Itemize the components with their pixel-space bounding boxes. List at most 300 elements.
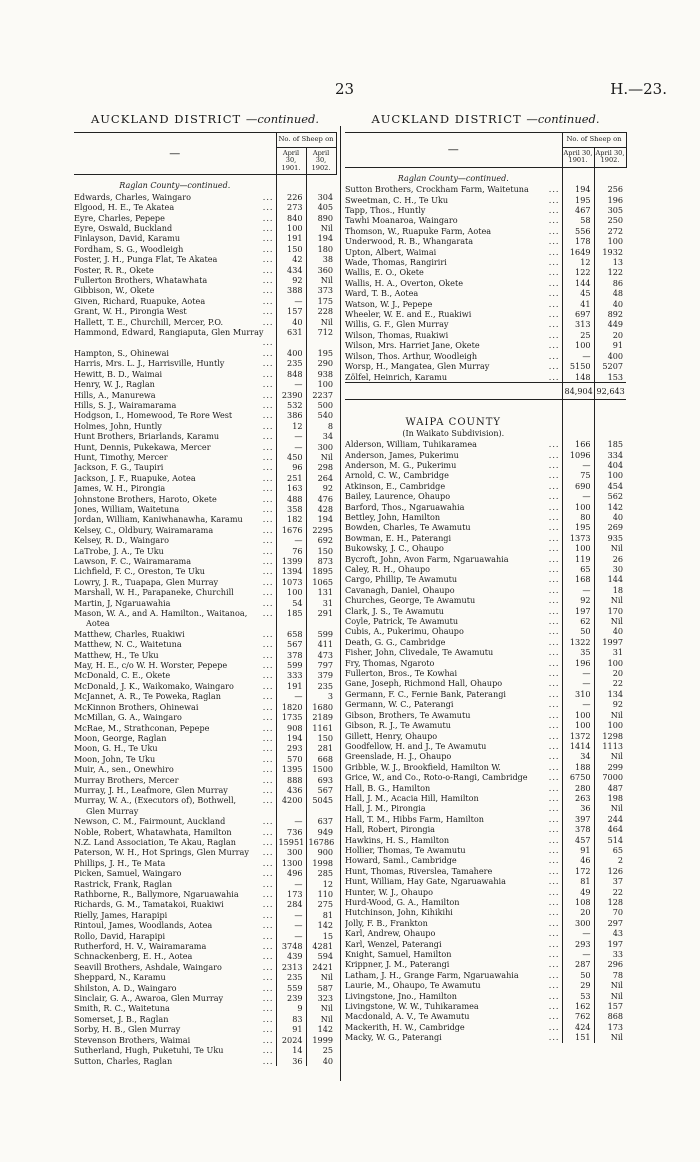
owner-name: Jones, William, Waitetuna ... bbox=[74, 503, 274, 514]
table-row bbox=[74, 421, 336, 431]
owner-name: Bycroft, John, Avon Farm, Ngaruawahia ... bbox=[345, 553, 560, 564]
sheep-1902: 935 bbox=[594, 533, 626, 543]
owner-name: Sutherland, Hugh, Puketuhi, Te Uku ... bbox=[74, 1045, 274, 1056]
sheep-1902: 20 bbox=[594, 668, 626, 678]
sheep-1901: 92 bbox=[276, 275, 306, 285]
table-row bbox=[74, 483, 336, 493]
owner-name: Hammond, Edward, Rangiaputa, Glen Murray ... bbox=[74, 327, 274, 348]
sheep-1902: 170 bbox=[594, 606, 626, 616]
column-divider bbox=[340, 126, 341, 1081]
table-row bbox=[345, 215, 626, 225]
owner-name: Schnackenberg, E. H., Aotea ... bbox=[74, 951, 274, 962]
sheep-1901: — bbox=[562, 668, 594, 678]
sheep-1901: 488 bbox=[276, 494, 306, 504]
table-row bbox=[345, 439, 626, 449]
sheep-1901: 235 bbox=[276, 358, 306, 368]
owner-name: Bowden, Charles, Te Awamutu ... bbox=[345, 522, 560, 533]
sheep-1902: 153 bbox=[594, 372, 626, 383]
owner-name: Laurie, M., Ohaupo, Te Awamutu ... bbox=[345, 980, 560, 991]
owner-name: Noble, Robert, Whatawhata, Hamilton ... bbox=[74, 826, 274, 837]
table-row bbox=[74, 379, 336, 389]
sheep-1901: 1735 bbox=[276, 712, 306, 722]
table-row bbox=[345, 481, 626, 491]
sheep-1902: 70 bbox=[594, 907, 626, 917]
sheep-1901: 144 bbox=[562, 278, 594, 288]
sheep-1901: 41 bbox=[562, 299, 594, 309]
sheep-1902: 892 bbox=[594, 309, 626, 319]
owner-name: Karl, Wenzel, Paterangi ... bbox=[345, 938, 560, 949]
sheep-1901: 196 bbox=[562, 658, 594, 668]
sheep-1901: 496 bbox=[276, 868, 306, 878]
table-row bbox=[74, 931, 336, 941]
sheep-1902: Nil bbox=[306, 275, 336, 285]
table-row bbox=[345, 512, 626, 522]
table-row bbox=[74, 629, 336, 639]
sheep-1902: 15 bbox=[306, 931, 336, 941]
owner-name: Hutchinson, John, Kihikihi ... bbox=[345, 907, 560, 918]
sheep-1901: 273 bbox=[276, 202, 306, 212]
table-row bbox=[345, 450, 626, 460]
sheep-1901: 185 bbox=[276, 608, 306, 618]
sheep-1902: 464 bbox=[594, 824, 626, 834]
owner-name: Smith, R. C., Waitetuna ... bbox=[74, 1003, 274, 1014]
table-row bbox=[74, 1024, 336, 1034]
owner-name: Foster, R. R., Okete ... bbox=[74, 264, 274, 275]
table-row bbox=[345, 887, 626, 897]
left-header-1902: April 30, 1902. bbox=[306, 147, 336, 175]
table-row bbox=[74, 889, 336, 899]
table-row bbox=[345, 564, 626, 574]
sheep-1902: Nil bbox=[594, 616, 626, 626]
table-row bbox=[74, 348, 336, 358]
owner-name: Alderson, William, Tuhikaramea ... bbox=[345, 439, 560, 450]
sheep-1901: 49 bbox=[562, 887, 594, 897]
table-row bbox=[345, 824, 626, 834]
table-row bbox=[74, 327, 336, 348]
owner-name: Hunt, Thomas, Riverslea, Tamahere ... bbox=[345, 865, 560, 876]
table-row bbox=[74, 785, 336, 795]
table-row bbox=[345, 595, 626, 605]
owner-name: Lawson, F. C., Wairamarama ... bbox=[74, 556, 274, 566]
sheep-1902: 305 bbox=[594, 205, 626, 215]
table-row bbox=[74, 951, 336, 961]
owner-name: McJannet, A. R., Te Poweka, Raglan ... bbox=[74, 691, 274, 702]
sheep-1901: 46 bbox=[562, 855, 594, 865]
owner-name: Krippner, J. M., Paterangi ... bbox=[345, 959, 560, 970]
sheep-1902: Nil bbox=[594, 710, 626, 720]
table-row bbox=[74, 577, 336, 587]
table-row bbox=[345, 762, 626, 772]
sheep-1901: 2024 bbox=[276, 1035, 306, 1045]
owner-name: Wade, Thomas, Rangiriri ... bbox=[345, 257, 560, 268]
owner-name: Paterson, W. H., Hot Springs, Glen Murray ... bbox=[74, 847, 274, 858]
sheep-1901: 2390 bbox=[276, 390, 306, 400]
owner-name: Lichfield, F. C., Oreston, Te Uku ... bbox=[74, 566, 274, 577]
owner-name: Jordan, William, Kaniwhanawha, Karamu ... bbox=[74, 514, 274, 525]
table-row bbox=[345, 226, 626, 236]
sheep-1902: 2 bbox=[594, 855, 626, 865]
owner-name: Hallett, T. E., Churchill, Mercer, P.O. ... bbox=[74, 316, 274, 327]
owner-name: Murray Brothers, Mercer ... bbox=[74, 774, 274, 785]
sheep-1901: 239 bbox=[276, 993, 306, 1003]
table-row bbox=[74, 285, 336, 295]
table-row bbox=[345, 205, 626, 215]
owner-name: McMillan, G. A., Waingaro ... bbox=[74, 712, 274, 723]
sheep-1902: 1998 bbox=[306, 858, 336, 868]
sheep-1902: 291 bbox=[306, 608, 336, 618]
table-row bbox=[345, 741, 626, 751]
table-row bbox=[74, 556, 336, 566]
sheep-1902: 567 bbox=[306, 785, 336, 795]
sheep-1902: 400 bbox=[594, 351, 626, 361]
sheep-1902: 599 bbox=[306, 629, 336, 639]
table-row bbox=[74, 306, 336, 316]
owner-name: Germann, F. C., Fernie Bank, Paterangi ... bbox=[345, 688, 560, 699]
sheep-1901: 148 bbox=[562, 372, 594, 383]
table-row bbox=[345, 710, 626, 720]
sheep-1901: 194 bbox=[276, 733, 306, 743]
sheep-1901: 888 bbox=[276, 775, 306, 785]
table-row bbox=[345, 533, 626, 543]
sheep-1901: 333 bbox=[276, 670, 306, 680]
sheep-1902: 2237 bbox=[306, 390, 336, 400]
sheep-1901: 20 bbox=[562, 907, 594, 917]
table-row bbox=[74, 410, 336, 420]
table-row bbox=[345, 731, 626, 741]
sheep-1902: 20 bbox=[594, 330, 626, 340]
owner-name: Rintoul, James, Woodlands, Aotea ... bbox=[74, 920, 274, 931]
table-row bbox=[74, 442, 336, 452]
sheep-1901: 172 bbox=[562, 866, 594, 876]
table-row bbox=[74, 254, 336, 264]
table-row bbox=[345, 616, 626, 626]
owner-name: Given, Richard, Ruapuke, Aotea ... bbox=[74, 295, 274, 306]
right-column bbox=[345, 112, 626, 1043]
table-row bbox=[345, 288, 626, 298]
owner-name: Marshall, W. H., Parapaneke, Churchill ... bbox=[74, 587, 274, 598]
table-row bbox=[345, 330, 626, 340]
table-row bbox=[345, 522, 626, 532]
sheep-1901: 50 bbox=[562, 626, 594, 636]
sheep-1902: 5207 bbox=[594, 361, 626, 371]
owner-name: Hunt, Timothy, Mercer ... bbox=[74, 451, 274, 462]
sheep-1902: 1161 bbox=[306, 723, 336, 733]
table-row bbox=[345, 783, 626, 793]
owner-name: Anderson, James, Pukerimu ... bbox=[345, 449, 560, 460]
sheep-1901: 36 bbox=[276, 1056, 306, 1066]
table-row bbox=[74, 213, 336, 223]
sheep-1901: — bbox=[562, 699, 594, 709]
table-row bbox=[345, 319, 626, 329]
owner-name: Wallis, E. O., Okete ... bbox=[345, 267, 560, 278]
sheep-1901: 300 bbox=[276, 847, 306, 857]
table-row bbox=[345, 1001, 626, 1011]
sheep-1901: 92 bbox=[562, 595, 594, 605]
table-row bbox=[74, 733, 336, 743]
table-row bbox=[345, 678, 626, 688]
total-1902: 92,643 bbox=[594, 382, 626, 399]
owner-name: Ward, T. B., Aotea ... bbox=[345, 288, 560, 299]
owner-name: Tawhi Moanaroa, Waingaro ... bbox=[345, 215, 560, 226]
owner-name: James, W. H., Pirongia ... bbox=[74, 483, 274, 494]
sheep-1901: 14 bbox=[276, 1045, 306, 1055]
sheep-1902: 40 bbox=[594, 626, 626, 636]
sheep-1902: 594 bbox=[306, 951, 336, 961]
table-row bbox=[74, 223, 336, 233]
sheep-1901: 310 bbox=[562, 689, 594, 699]
sheep-1902: 1997 bbox=[594, 637, 626, 647]
sheep-1901: 168 bbox=[562, 574, 594, 584]
sheep-1901: 1096 bbox=[562, 450, 594, 460]
sheep-1902: 40 bbox=[594, 299, 626, 309]
owner-name: Hunt, William, Hay Gate, Ngaruawahia ... bbox=[345, 876, 560, 887]
sheep-1902: 18 bbox=[594, 585, 626, 595]
sheep-1901: 53 bbox=[562, 991, 594, 1001]
sheep-1901: 358 bbox=[276, 504, 306, 514]
sheep-1902: 712 bbox=[306, 327, 336, 348]
owner-name: Sorby, H. B., Glen Murray ... bbox=[74, 1024, 274, 1035]
owner-name: Wallis, H. A., Overton, Okete ... bbox=[345, 277, 560, 288]
left-section-heading: Raglan County—continued. bbox=[119, 181, 231, 191]
sheep-1901: 162 bbox=[562, 1001, 594, 1011]
sheep-1901: — bbox=[276, 691, 306, 701]
sheep-1902: Nil bbox=[594, 980, 626, 990]
table-row bbox=[345, 267, 626, 277]
sheep-1902: 1500 bbox=[306, 764, 336, 774]
table-row bbox=[345, 907, 626, 917]
table-row bbox=[345, 585, 626, 595]
owner-name: Churches, George, Te Awamutu ... bbox=[345, 595, 560, 606]
owner-name: Karl, Andrew, Ohaupo ... bbox=[345, 928, 560, 939]
table-row bbox=[345, 918, 626, 928]
table-row bbox=[74, 400, 336, 410]
total-row bbox=[345, 382, 626, 399]
sheep-1902: 142 bbox=[306, 1024, 336, 1034]
owner-name: Rollo, David, Harapipi ... bbox=[74, 930, 274, 941]
sheep-1902: 195 bbox=[306, 348, 336, 358]
table-row bbox=[345, 980, 626, 990]
sheep-1901: 25 bbox=[562, 330, 594, 340]
sheep-1901: 29 bbox=[562, 980, 594, 990]
table-row bbox=[345, 814, 626, 824]
owner-name: Hills, A., Manurewa ... bbox=[74, 389, 274, 400]
sheep-1901: 195 bbox=[562, 522, 594, 532]
table-row bbox=[345, 1011, 626, 1021]
sheep-1901: 197 bbox=[562, 606, 594, 616]
table-row bbox=[74, 941, 336, 951]
owner-name: Phillips, J. H., Te Mata ... bbox=[74, 857, 274, 868]
sheep-1901: 556 bbox=[562, 226, 594, 236]
sheep-1902: Nil bbox=[594, 751, 626, 761]
sheep-1901: 122 bbox=[562, 267, 594, 277]
sheep-1901: 91 bbox=[276, 1024, 306, 1034]
sheep-1901: 76 bbox=[276, 546, 306, 556]
owner-name: Hunter, W. J., Ohaupo ... bbox=[345, 886, 560, 897]
right-sheep-table bbox=[345, 132, 627, 1043]
sheep-1902: 487 bbox=[594, 783, 626, 793]
owner-name: Kelsey, C., Oldbury, Wairamarama ... bbox=[74, 524, 274, 535]
sheep-1901: 226 bbox=[276, 192, 306, 202]
sheep-1902: Nil bbox=[306, 223, 336, 233]
sheep-1901: 697 bbox=[562, 309, 594, 319]
sheep-1902 bbox=[306, 618, 336, 628]
table-row bbox=[345, 1022, 626, 1032]
sheep-1901: 293 bbox=[562, 939, 594, 949]
table-row bbox=[345, 897, 626, 907]
sheep-1901: 191 bbox=[276, 681, 306, 691]
table-row bbox=[74, 972, 336, 982]
table-row bbox=[345, 554, 626, 564]
owner-name: Gane, Joseph, Richmond Hall, Ohaupo ... bbox=[345, 678, 560, 689]
sheep-1902: 228 bbox=[306, 306, 336, 316]
owner-name: Picken, Samuel, Waingaro ... bbox=[74, 868, 274, 879]
owner-name: Sutton Brothers, Crockham Farm, Waitetuna ... bbox=[345, 184, 560, 195]
left-header-group: No. of Sheep on bbox=[276, 133, 336, 148]
sheep-1902: 12 bbox=[306, 879, 336, 889]
sheep-1902: 514 bbox=[594, 835, 626, 845]
sheep-1902: 235 bbox=[306, 681, 336, 691]
sheep-1902: 797 bbox=[306, 660, 336, 670]
sheep-1901: 50 bbox=[562, 970, 594, 980]
sheep-1902: 31 bbox=[306, 598, 336, 608]
owner-name: Livingstone, W. W., Tuhikaramea ... bbox=[345, 1001, 560, 1012]
table-row bbox=[345, 351, 626, 361]
sheep-1902: 142 bbox=[594, 502, 626, 512]
sheep-1902: Nil bbox=[306, 972, 336, 982]
sheep-1902: 5045 bbox=[306, 795, 336, 805]
owner-name: Matthew, N. C., Waitetuna ... bbox=[74, 639, 274, 650]
table-row bbox=[345, 236, 626, 246]
owner-name: Watson, W. J., Pepepe ... bbox=[345, 298, 560, 309]
sheep-1902: 373 bbox=[306, 285, 336, 295]
sheep-1902: 1895 bbox=[306, 566, 336, 576]
sheep-1901: 736 bbox=[276, 827, 306, 837]
owner-name: Hall, T. M., Hibbs Farm, Hamilton ... bbox=[345, 813, 560, 824]
table-row bbox=[345, 658, 626, 668]
owner-name: Muir, A., sen., Onewhiro ... bbox=[74, 764, 274, 775]
table-row bbox=[345, 309, 626, 319]
sheep-1901: 108 bbox=[562, 897, 594, 907]
table-row bbox=[74, 1045, 336, 1055]
right-section-heading: Raglan County—continued. bbox=[397, 173, 509, 183]
table-row bbox=[74, 993, 336, 1003]
owner-name: Kelsey, R. D., Waingaro ... bbox=[74, 535, 274, 546]
table-row bbox=[74, 660, 336, 670]
left-header-1901: April 30, 1901. bbox=[276, 147, 306, 175]
owner-name: Latham, J. H., Grange Farm, Ngaruawahia ... bbox=[345, 969, 560, 980]
sheep-1902: Nil bbox=[594, 991, 626, 1001]
sheep-1901: 908 bbox=[276, 723, 306, 733]
sheep-1902: 290 bbox=[306, 358, 336, 368]
right-header-1902: April 30, 1902. bbox=[594, 147, 626, 167]
sheep-1902: 300 bbox=[306, 442, 336, 452]
sheep-1901: 251 bbox=[276, 473, 306, 483]
table-row bbox=[345, 647, 626, 657]
sheep-1901: 100 bbox=[562, 720, 594, 730]
table-row bbox=[74, 296, 336, 306]
page-number: 23 bbox=[335, 80, 355, 98]
sheep-1902: 48 bbox=[594, 288, 626, 298]
owner-name: Jolly, F. B., Frankton ... bbox=[345, 917, 560, 928]
sheep-1901: — bbox=[276, 931, 306, 941]
table-row bbox=[345, 928, 626, 938]
sheep-1902: 428 bbox=[306, 504, 336, 514]
page-reference: H.—23. bbox=[610, 80, 667, 98]
owner-name: Hampton, S., Ohinewai ... bbox=[74, 347, 274, 358]
table-row bbox=[74, 910, 336, 920]
owner-name: Hodgson, I., Homewood, Te Rore West ... bbox=[74, 410, 274, 421]
owner-name: Macdonald, A. V., Te Awamutu ... bbox=[345, 1011, 560, 1022]
table-row bbox=[345, 257, 626, 267]
sheep-1902: 100 bbox=[594, 470, 626, 480]
owner-name: Grice, W., and Co., Roto-o-Rangi, Cambridge ... bbox=[345, 772, 560, 783]
owner-name: Hollier, Thomas, Te Awamutu ... bbox=[345, 844, 560, 855]
sheep-1902: 449 bbox=[594, 319, 626, 329]
sheep-1902: 2421 bbox=[306, 962, 336, 972]
owner-name: Hall, Robert, Pirongia ... bbox=[345, 824, 560, 835]
sheep-1901: 1322 bbox=[562, 637, 594, 647]
sheep-1902: 26 bbox=[594, 554, 626, 564]
owner-name: Gibson, Brothers, Te Awamutu ... bbox=[345, 709, 560, 720]
owner-name: Rathborne, R., Ballymore, Ngaruawahia ... bbox=[74, 889, 274, 899]
owner-name: Johnstone Brothers, Haroto, Okete ... bbox=[74, 493, 274, 504]
sheep-1902: 25 bbox=[306, 1045, 336, 1055]
table-row bbox=[74, 358, 336, 368]
sheep-1902: 540 bbox=[306, 410, 336, 420]
sheep-1902: 692 bbox=[306, 535, 336, 545]
table-row bbox=[74, 546, 336, 556]
table-row bbox=[74, 462, 336, 472]
sheep-1902: 134 bbox=[594, 689, 626, 699]
sheep-1902: 298 bbox=[306, 462, 336, 472]
sheep-1902: 185 bbox=[594, 439, 626, 449]
table-row bbox=[345, 668, 626, 678]
owner-name: Jackson, J. F., Ruapuke, Aotea ... bbox=[74, 472, 274, 483]
sheep-1902: 1065 bbox=[306, 577, 336, 587]
table-row bbox=[74, 1035, 336, 1045]
owner-name: Holmes, John, Huntly ... bbox=[74, 420, 274, 431]
waipa-county-heading: WAIPA COUNTY bbox=[405, 417, 501, 429]
sheep-1902: 197 bbox=[594, 939, 626, 949]
sheep-1901: 62 bbox=[562, 616, 594, 626]
table-row bbox=[74, 983, 336, 993]
sheep-1901: 1373 bbox=[562, 533, 594, 543]
total-1901: 84,904 bbox=[562, 382, 594, 399]
table-row bbox=[74, 775, 336, 785]
sheep-1901: 100 bbox=[562, 710, 594, 720]
owner-name: Moon, John, Te Uku ... bbox=[74, 753, 274, 764]
owner-name: McKinnon Brothers, Ohinewai ... bbox=[74, 701, 274, 712]
sheep-1901: 397 bbox=[562, 814, 594, 824]
table-row bbox=[345, 299, 626, 309]
owner-name: Wilson, Thomas, Ruakiwi ... bbox=[345, 329, 560, 340]
owner-name: Jackson, F. G., Taupiri ... bbox=[74, 462, 274, 473]
sheep-1901: 12 bbox=[276, 421, 306, 431]
owner-name: Cargo, Phillip, Te Awamutu ... bbox=[345, 574, 560, 585]
owner-name: Sweetman, C. H., Te Uku ... bbox=[345, 194, 560, 205]
owner-name: Fullerton Brothers, Whatawhata ... bbox=[74, 275, 274, 286]
sheep-1902: 297 bbox=[594, 918, 626, 928]
table-row bbox=[345, 195, 626, 205]
sheep-1902: 269 bbox=[594, 522, 626, 532]
table-row bbox=[74, 702, 336, 712]
sheep-1902: 33 bbox=[594, 949, 626, 959]
sheep-1901: 532 bbox=[276, 400, 306, 410]
table-row bbox=[345, 278, 626, 288]
sheep-1902: 150 bbox=[306, 733, 336, 743]
sheep-1901: 42 bbox=[276, 254, 306, 264]
table-row bbox=[74, 858, 336, 868]
